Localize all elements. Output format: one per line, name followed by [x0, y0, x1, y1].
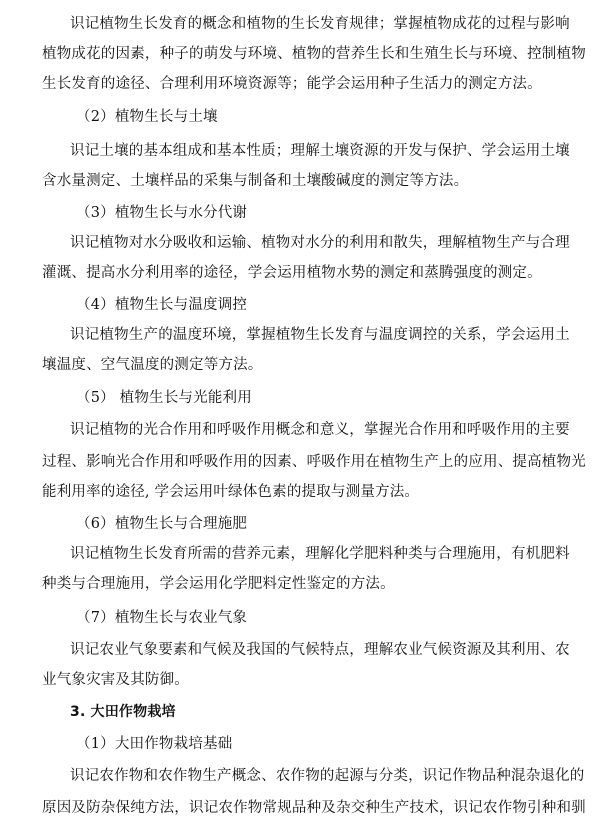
paragraph-line: 识记植物生长发育所需的营养元素，理解化学肥料种类与合理施用，有机肥料 — [70, 546, 570, 562]
paragraph-line: 种类与合理施用，学会运用化学肥料定性鉴定的方法。 — [42, 576, 395, 592]
section-heading: （4）植物生长与温度调控 — [76, 297, 248, 313]
paragraph-line: 植物成花的因素，种子的萌发与环境、植物的营养生长和生殖生长与环境、控制植物 — [42, 46, 586, 62]
paragraph-line: 识记土壤的基本组成和基本性质；理解土壤资源的开发与保护、学会运用土壤 — [70, 143, 570, 159]
paragraph-line: 壤温度、空气温度的测定等方法。 — [42, 357, 263, 373]
chapter-heading: 3. 大田作物栽培 — [70, 704, 176, 720]
paragraph-line: 业气象灾害及其防御。 — [42, 672, 189, 688]
section-heading: （2）植物生长与土壤 — [76, 109, 218, 125]
paragraph-line: 过程、影响光合作用和呼吸作用的因素、呼吸作用在植物生产上的应用、提高植物光 — [42, 454, 586, 470]
section-heading: （7）植物生长与农业气象 — [76, 610, 248, 626]
paragraph-line: 能利用率的途径, 学会运用叶绿体色素的提取与测量方法。 — [42, 484, 420, 500]
paragraph-line: 识记植物对水分吸收和运输、植物对水分的利用和散失，理解植物生产与合理 — [70, 235, 570, 251]
section-heading: （1）大田作物栽培基础 — [76, 736, 233, 752]
paragraph-line: 识记植物生产的温度环境，掌握植物生长发育与温度调控的关系，学会运用土 — [70, 327, 570, 343]
section-heading: （5） 植物生长与光能利用 — [76, 390, 252, 406]
paragraph-line: 识记植物的光合作用和呼吸作用概念和意义，掌握光合作用和呼吸作用的主要 — [70, 422, 570, 438]
paragraph-line: 识记植物生长发育的概念和植物的生长发育规律；掌握植物成花的过程与影响 — [70, 16, 570, 32]
paragraph-line: 生长发育的途径、合理利用环境资源等；能学会运用种子生活力的测定方法。 — [42, 76, 542, 92]
section-heading: （6）植物生长与合理施肥 — [76, 516, 248, 532]
paragraph-line: 原因及防杂保纯方法，识记农作物常规品种及杂交种生产技术，识记农作物引种和驯 — [42, 800, 586, 816]
paragraph-line: 识记农业气象要素和气候及我国的气候特点，理解农业气候资源及其利用、农 — [70, 642, 570, 658]
paragraph-line: 灌溉、提高水分利用率的途径，学会运用植物水势的测定和蒸腾强度的测定。 — [42, 265, 542, 281]
section-heading: （3）植物生长与水分代谢 — [76, 205, 248, 221]
paragraph-line: 识记农作物和农作物生产概念、农作物的起源与分类，识记作物品种混杂退化的 — [70, 768, 585, 784]
paragraph-line: 含水量测定、土壤样品的采集与制备和土壤酸碱度的测定等方法。 — [42, 173, 469, 189]
